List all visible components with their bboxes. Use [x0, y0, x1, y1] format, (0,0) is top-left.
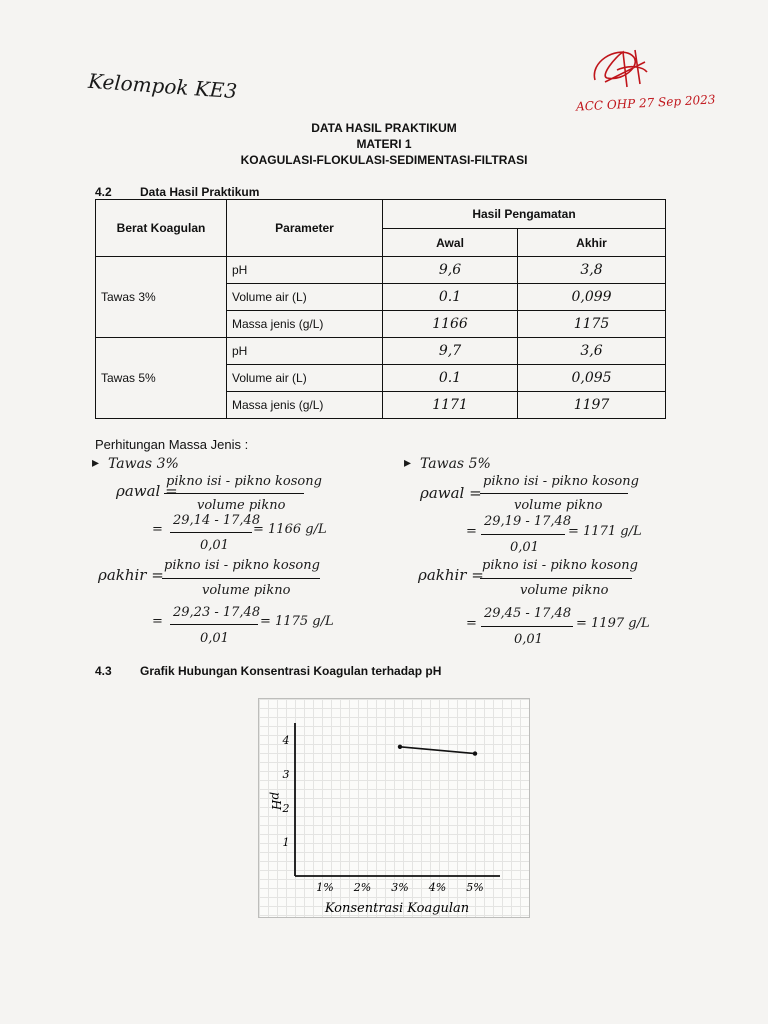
calc-left-formula-den-2: volume pikno	[202, 583, 291, 598]
group-label: Kelompok KE3	[87, 68, 238, 104]
data-table	[95, 199, 666, 419]
header-akhir: Akhir	[518, 229, 666, 257]
calc-left-awal-label: ρawal =	[116, 482, 178, 500]
awal-value: 1166	[383, 311, 518, 338]
fraction-line	[480, 493, 628, 494]
section-4-2-title: Data Hasil Praktikum	[140, 185, 260, 199]
awal-value: 1171	[383, 392, 518, 419]
calc-right-formula-den: volume pikno	[514, 498, 603, 513]
calc-left-formula-den: volume pikno	[197, 498, 286, 513]
akhir-value: 1197	[518, 392, 666, 419]
bullet-icon-right: ▸	[404, 455, 412, 471]
fraction-line	[164, 493, 304, 494]
fraction-line	[162, 578, 320, 579]
header-awal: Awal	[383, 229, 518, 257]
calc-right-akhir-den: 0,01	[514, 632, 543, 647]
data-point	[473, 751, 477, 755]
x-tick-label: 1%	[316, 881, 334, 894]
y-tick-label: 2	[282, 802, 290, 815]
equals-sign: =	[466, 524, 477, 539]
y-tick-label: 3	[282, 768, 290, 781]
calc-right-formula-num: pikno isi - pikno kosong	[483, 474, 639, 489]
title-line-2: MATERI 1	[356, 137, 412, 151]
title-line-3: KOAGULASI-FLOKULASI-SEDIMENTASI-FILTRASI	[240, 153, 528, 167]
calc-left-awal-result: = 1166 g/L	[253, 522, 327, 537]
x-tick-label: 2%	[353, 881, 372, 894]
calc-right-formula-num-2: pikno isi - pikno kosong	[482, 558, 638, 573]
calc-left-awal-num: 29,14 - 17,48	[173, 513, 261, 528]
calc-left-akhir-label: ρakhir =	[98, 566, 164, 584]
group-label-tawas-3: Tawas 3%	[96, 257, 227, 338]
awal-value: 9,7	[383, 338, 518, 365]
section-4-3-title: Grafik Hubungan Konsentrasi Koagulan terhadap pH	[140, 664, 442, 678]
calc-right-akhir-label: ρakhir =	[418, 566, 484, 584]
y-tick-label: 4	[282, 734, 290, 747]
akhir-value: 0,099	[518, 284, 666, 311]
param-cell: Massa jenis (g/L)	[227, 392, 383, 419]
x-tick-label: 4%	[428, 881, 447, 894]
series-line	[400, 747, 475, 754]
y-axis-label: pH	[269, 791, 283, 811]
calc-right-awal-den: 0,01	[510, 540, 539, 555]
calc-right-title: Tawas 5%	[420, 456, 491, 472]
calc-left-akhir-result: = 1175 g/L	[260, 614, 334, 629]
calc-left-akhir-den: 0,01	[200, 631, 229, 646]
x-tick-label: 3%	[391, 881, 409, 894]
param-cell: Volume air (L)	[227, 284, 383, 311]
akhir-value: 3,6	[518, 338, 666, 365]
equals-sign: =	[152, 614, 163, 629]
x-tick-label: 5%	[466, 881, 484, 894]
signature-mark	[585, 42, 655, 97]
akhir-value: 0,095	[518, 365, 666, 392]
x-axis-label: Konsentrasi Koagulan	[324, 901, 470, 916]
header-hasil-pengamatan: Hasil Pengamatan	[383, 200, 666, 229]
param-cell: Volume air (L)	[227, 365, 383, 392]
equals-sign: =	[152, 522, 163, 537]
group-label-tawas-5: Tawas 5%	[96, 338, 227, 419]
section-4-3-number: 4.3	[95, 664, 112, 678]
fraction-line	[481, 534, 565, 535]
calc-left-title: Tawas 3%	[108, 456, 179, 472]
ph-chart	[258, 698, 528, 924]
calc-right-akhir-num: 29,45 - 17,48	[484, 606, 572, 621]
bullet-icon-left: ▸	[92, 455, 100, 471]
awal-value: 0.1	[383, 284, 518, 311]
param-cell: pH	[227, 257, 383, 284]
calc-right-awal-label: ρawal =	[420, 484, 482, 502]
title-line-1: DATA HASIL PRAKTIKUM	[311, 121, 457, 135]
calc-right-awal-result: = 1171 g/L	[568, 524, 642, 539]
calc-right-awal-num: 29,19 - 17,48	[484, 514, 572, 529]
fraction-line	[170, 624, 258, 625]
awal-value: 0.1	[383, 365, 518, 392]
approval-note: ACC OHP 27 Sep 2023	[575, 92, 716, 114]
header-parameter: Parameter	[227, 200, 383, 257]
calc-left-formula-num-2: pikno isi - pikno kosong	[164, 558, 320, 573]
param-cell: Massa jenis (g/L)	[227, 311, 383, 338]
fraction-line	[170, 532, 252, 533]
param-cell: pH	[227, 338, 383, 365]
calc-right-formula-den-2: volume pikno	[520, 583, 609, 598]
calc-right-akhir-result: = 1197 g/L	[576, 616, 650, 631]
fraction-line	[481, 626, 573, 627]
calc-left-formula-num: pikno isi - pikno kosong	[166, 474, 322, 489]
calc-left-akhir-num: 29,23 - 17,48	[173, 605, 261, 620]
data-point	[398, 745, 402, 749]
akhir-value: 1175	[518, 311, 666, 338]
calc-heading: Perhitungan Massa Jenis :	[95, 437, 249, 452]
calc-left-awal-den: 0,01	[200, 538, 229, 553]
equals-sign: =	[466, 616, 477, 631]
section-4-2-number: 4.2	[95, 185, 112, 199]
y-tick-label: 1	[282, 836, 290, 849]
fraction-line	[480, 578, 632, 579]
header-berat-koagulan: Berat Koagulan	[96, 200, 227, 257]
awal-value: 9,6	[383, 257, 518, 284]
akhir-value: 3,8	[518, 257, 666, 284]
